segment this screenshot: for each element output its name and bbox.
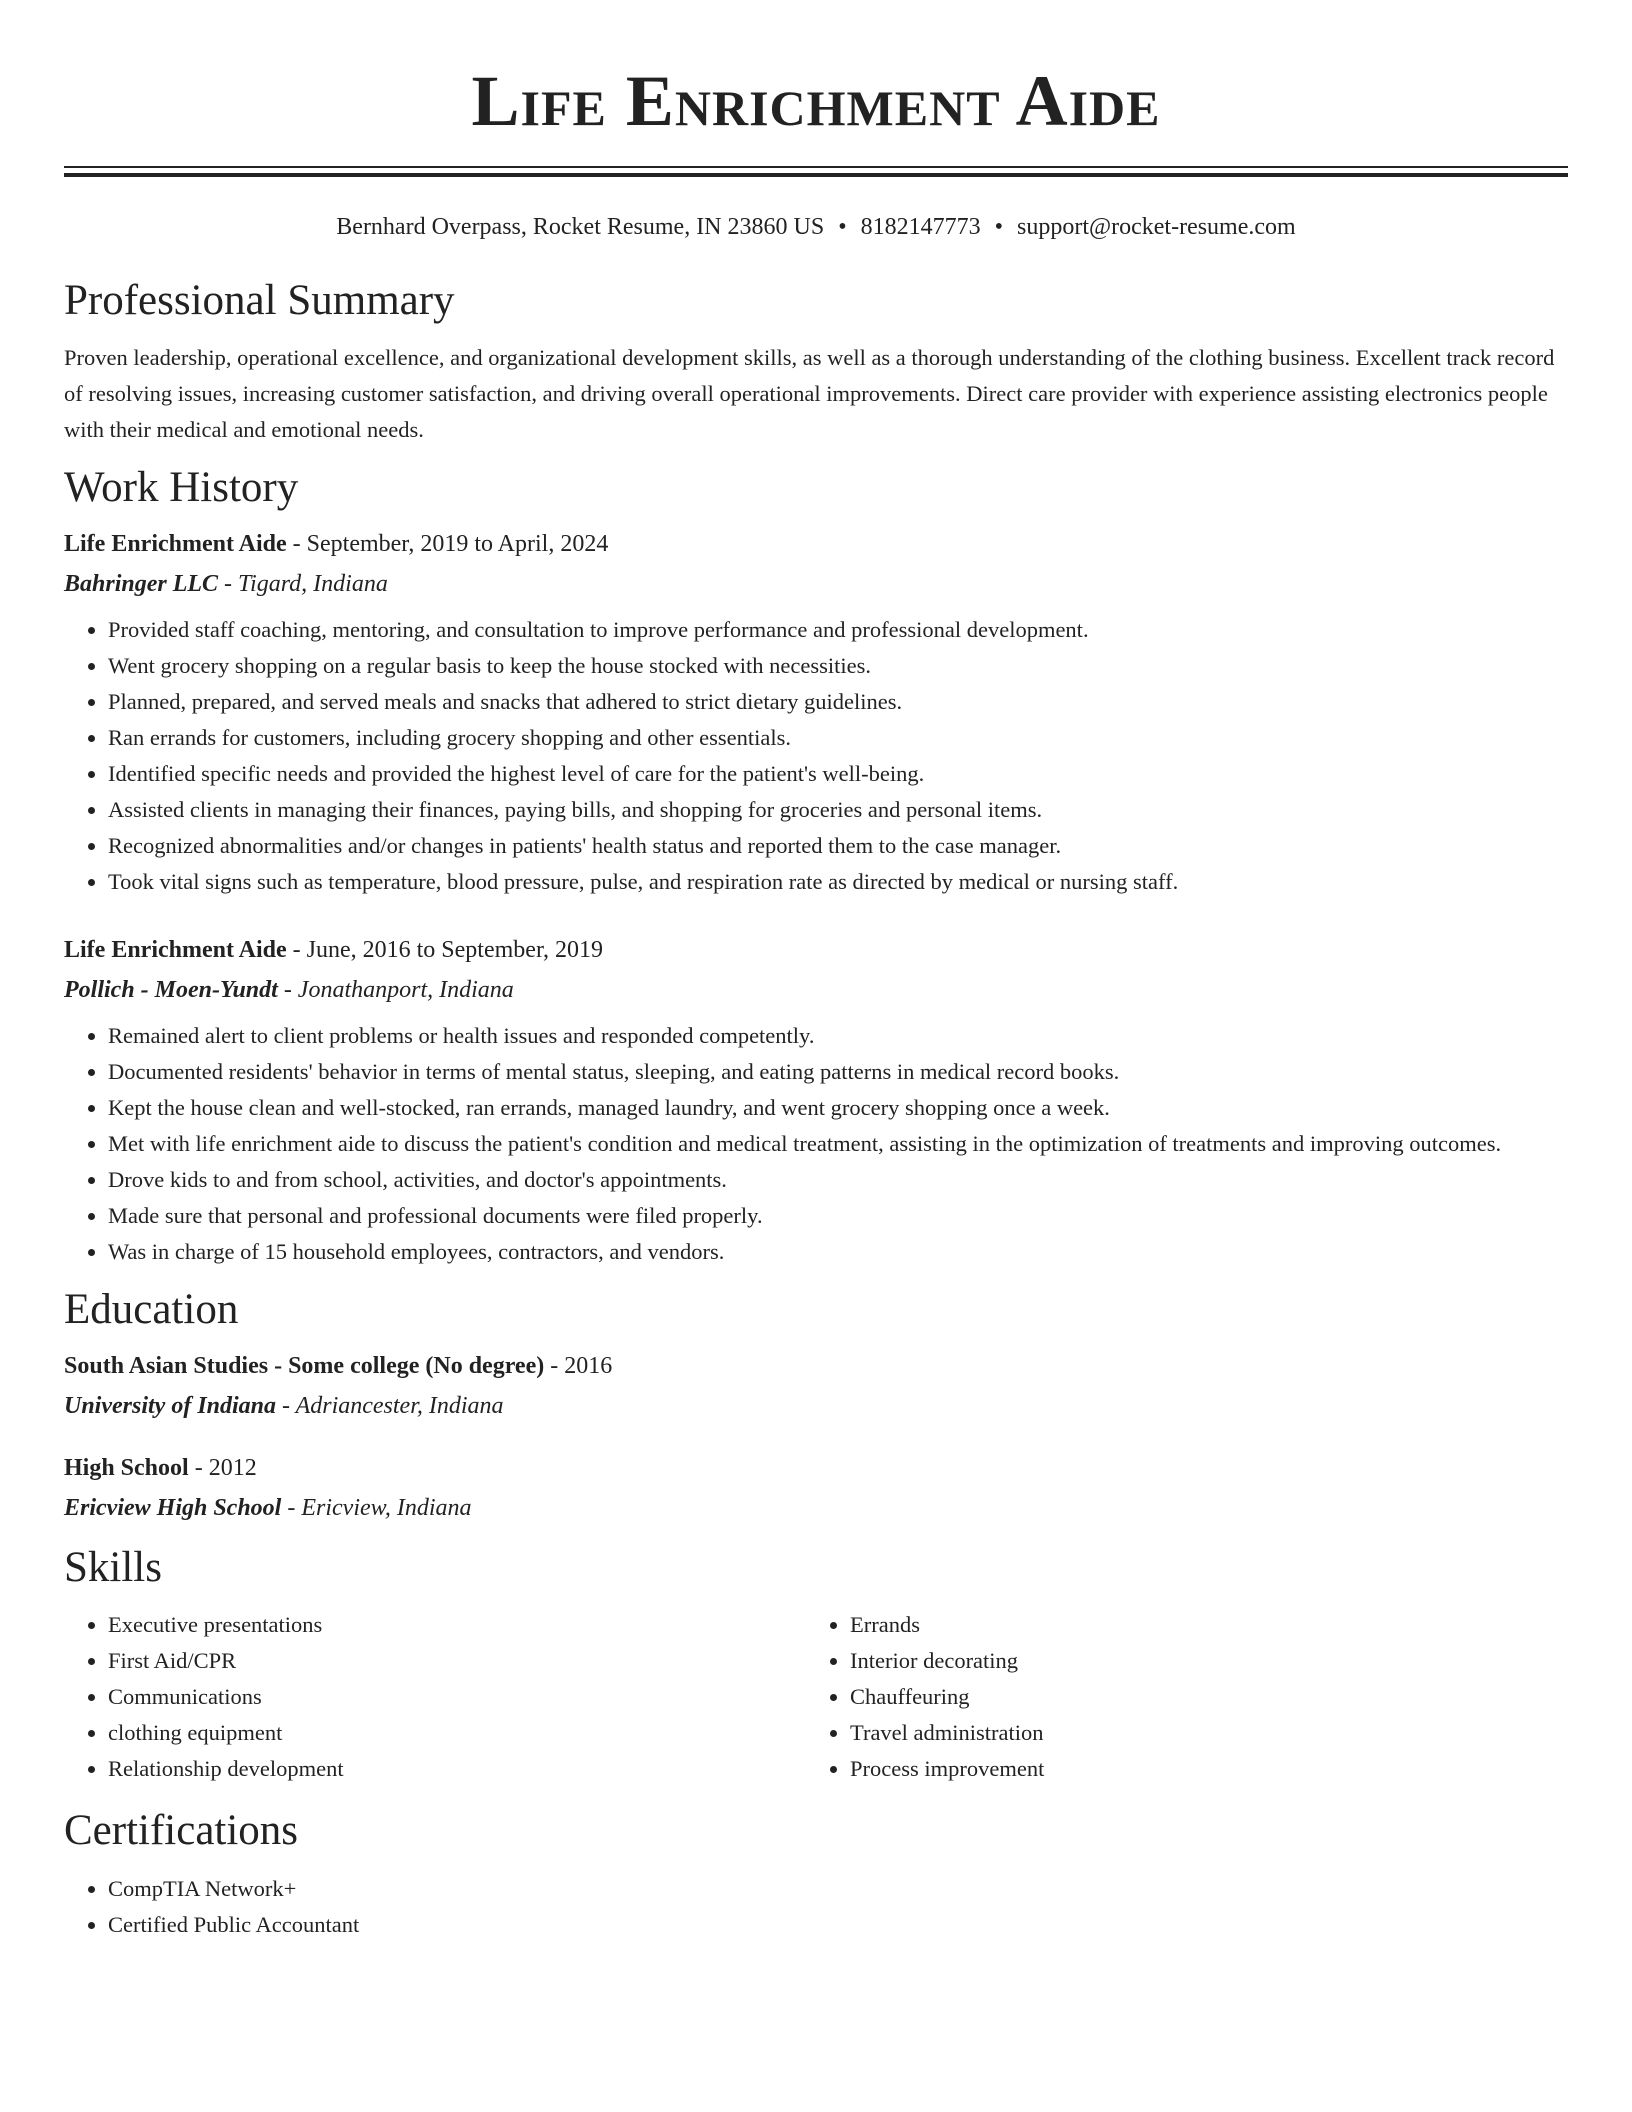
- list-item: • Met with life enrichment aide to discuss the patient's condition and medical treatment, assisting in the optimization of treatments and improving outcomes.: [108, 1126, 1568, 1162]
- skills-grid: [64, 1607, 1568, 1787]
- company-name: Bahringer LLC: [64, 571, 219, 597]
- company-line: [64, 568, 1568, 600]
- list-item: • Ran errands for customers, including grocery shopping and other essentials.: [108, 720, 1568, 756]
- company-name: Pollich - Moen-Yundt: [64, 977, 278, 1003]
- contact-email: support@rocket-resume.com: [1017, 214, 1296, 240]
- bullet-separator: •: [994, 214, 1004, 240]
- section-heading-education: Education: [64, 1286, 239, 1333]
- contact-info: [64, 211, 1568, 243]
- job-title: Life Enrichment Aide: [64, 531, 287, 557]
- school-name: Ericview High School: [64, 1495, 282, 1521]
- skill-item: • Communications: [108, 1679, 806, 1715]
- list-item: • Kept the house clean and well-stocked, ran errands, managed laundry, and went grocery shopping once a week.: [108, 1090, 1568, 1126]
- skill-item: • Executive presentations: [108, 1607, 806, 1643]
- job-title: Life Enrichment Aide: [64, 937, 287, 963]
- job-title-line: [64, 934, 1568, 966]
- education-entry: [64, 1452, 1568, 1524]
- list-item: • Drove kids to and from school, activities, and doctor's appointments.: [108, 1162, 1568, 1198]
- skill-item: • Errands: [850, 1607, 1044, 1643]
- job-dates: - June, 2016 to September, 2019: [286, 937, 603, 963]
- degree-line: [64, 1350, 1568, 1382]
- skill-item: • First Aid/CPR: [108, 1643, 806, 1679]
- certification-item: • Certified Public Accountant: [108, 1907, 1568, 1943]
- list-item: • Documented residents' behavior in terms of mental status, sleeping, and eating patterns in medical record books.: [108, 1054, 1568, 1090]
- job-title-line: [64, 528, 1568, 560]
- skill-item: • Travel administration: [850, 1715, 1044, 1751]
- list-item: • Recognized abnormalities and/or changes in patients' health status and reported them to the case manager.: [108, 828, 1568, 864]
- job-duties-list: [64, 1018, 1568, 1270]
- degree-name: South Asian Studies - Some college (No degree): [64, 1353, 545, 1379]
- company-location: - Jonathanport, Indiana: [277, 977, 514, 1003]
- school-location: - Ericview, Indiana: [281, 1495, 472, 1521]
- list-item: • Provided staff coaching, mentoring, and consultation to improve performance and professional development.: [108, 612, 1568, 648]
- list-item: • Made sure that personal and professional documents were filed properly.: [108, 1198, 1568, 1234]
- list-item: • Planned, prepared, and served meals and snacks that adhered to strict dietary guidelines.: [108, 684, 1568, 720]
- job-duties-list: [64, 612, 1568, 900]
- graduation-year: - 2012: [188, 1455, 257, 1481]
- job-dates: - September, 2019 to April, 2024: [286, 531, 609, 557]
- skill-item: • Interior decorating: [850, 1643, 1044, 1679]
- job-entry: [64, 934, 1568, 1270]
- degree-name: High School: [64, 1455, 189, 1481]
- section-heading-work-history: Work History: [64, 464, 299, 511]
- graduation-year: - 2016: [544, 1353, 613, 1379]
- bullet-separator: •: [838, 214, 847, 240]
- school-location: - Adriancester, Indiana: [276, 1393, 504, 1419]
- divider-thick-line: [64, 173, 1568, 177]
- certifications-list: [64, 1871, 1568, 1943]
- company-location: - Tigard, Indiana: [218, 571, 388, 597]
- list-item: • Was in charge of 15 household employees, contractors, and vendors.: [108, 1234, 1568, 1270]
- school-name: University of Indiana: [64, 1393, 277, 1419]
- education-entry: [64, 1350, 1568, 1422]
- section-heading-summary: Professional Summary: [64, 277, 455, 324]
- skill-item: • clothing equipment: [108, 1715, 806, 1751]
- job-entry: [64, 528, 1568, 900]
- certification-item: • CompTIA Network+: [108, 1871, 1568, 1907]
- company-line: [64, 974, 1568, 1006]
- skill-item: • Process improvement: [850, 1751, 1044, 1787]
- section-heading-skills: Skills: [64, 1544, 162, 1591]
- list-item: • Assisted clients in managing their finances, paying bills, and shopping for groceries and personal items.: [108, 792, 1568, 828]
- skills-list-left: [64, 1607, 806, 1787]
- contact-phone: 8182147773: [860, 214, 981, 240]
- list-item: • Took vital signs such as temperature, blood pressure, pulse, and respiration rate as directed by medical or nursing staff.: [108, 864, 1568, 900]
- list-item: • Went grocery shopping on a regular basis to keep the house stocked with necessities.: [108, 648, 1568, 684]
- school-line: [64, 1390, 1568, 1422]
- title-divider: [64, 166, 1568, 177]
- contact-address: Bernhard Overpass, Rocket Resume, IN 23860 US: [336, 214, 825, 240]
- degree-line: [64, 1452, 1568, 1484]
- list-item: • Remained alert to client problems or health issues and responded competently.: [108, 1018, 1568, 1054]
- skill-item: • Relationship development: [108, 1751, 806, 1787]
- summary-text: Proven leadership, operational excellence, and organizational development skills, as well as a thorough understanding of the clothing business. Excellent track record of resolving issues, increasing customer satisfaction, and driving overall operational improvements. Direct care provider with experience assisting electronics people with their medical and emotional needs.: [64, 345, 1555, 442]
- list-item: • Identified specific needs and provided the highest level of care for the patient's well-being.: [108, 756, 1568, 792]
- skills-list-right: [806, 1607, 1044, 1787]
- skill-item: • Chauffeuring: [850, 1679, 1044, 1715]
- divider-thin-line: [64, 166, 1568, 168]
- section-heading-certifications: Certifications: [64, 1807, 299, 1854]
- page-title: Life Enrichment Aide: [471, 61, 1161, 141]
- school-line: [64, 1492, 1568, 1524]
